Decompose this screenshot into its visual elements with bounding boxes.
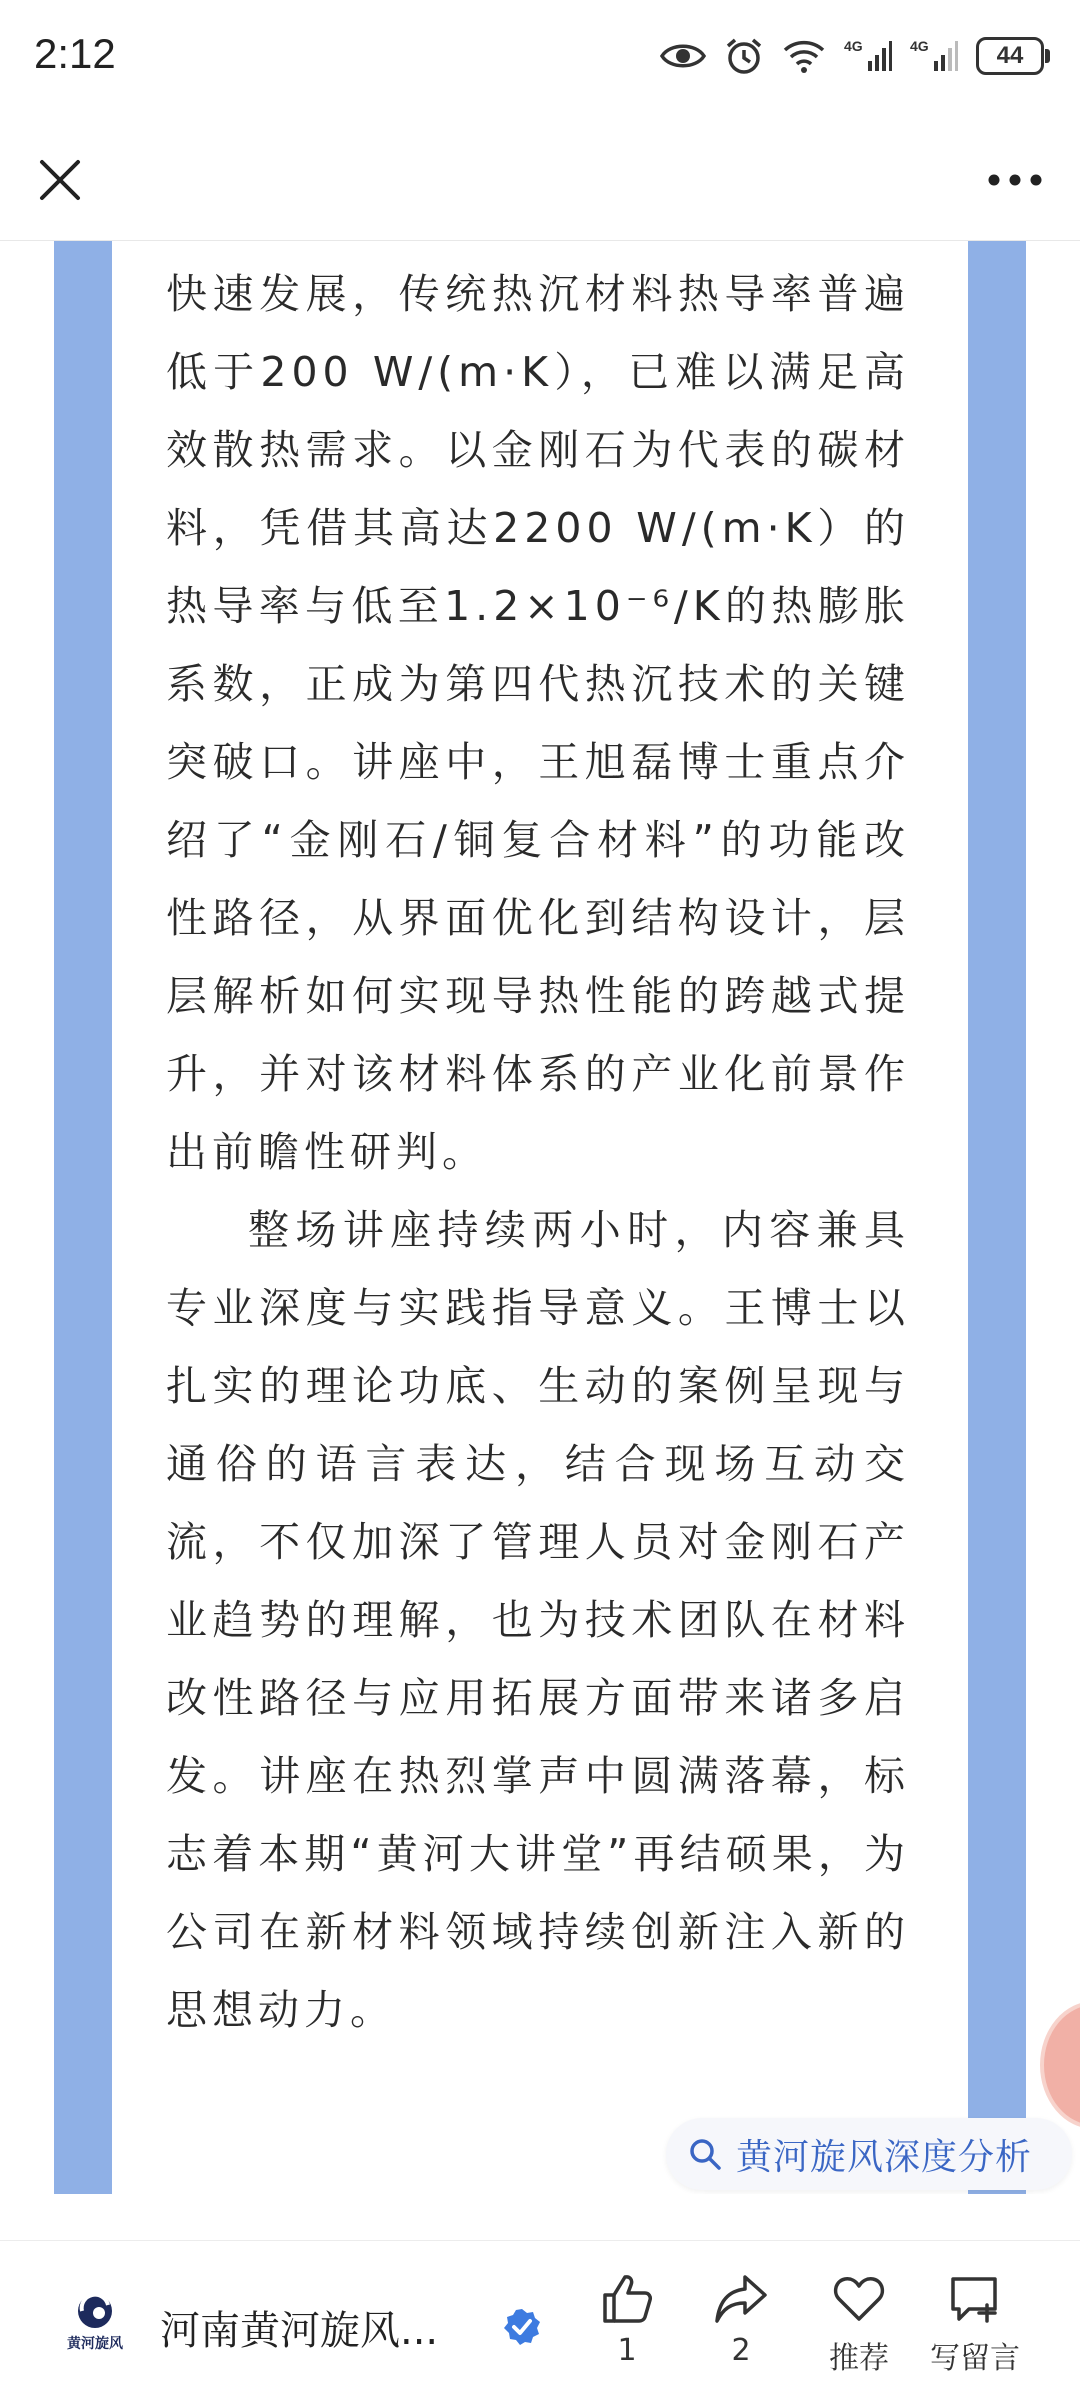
heart-icon xyxy=(831,2271,887,2327)
thumbs-up-icon xyxy=(599,2271,655,2327)
search-suggestion-pill[interactable] xyxy=(666,2118,1072,2190)
svg-text:4G: 4G xyxy=(844,38,863,54)
account-logo-text: 黄河旋风 xyxy=(67,2336,123,2352)
article-paragraph: 整场讲座持续两小时，内容兼具专业深度与实践指导意义。王博士以扎实的理论功底、生动的案例呈现与通俗的语言表达，结合现场互动交流，不仅加深了管理人员对金刚石产业趋势的理解，也为技术团队在材料改性路径与应用拓展方面带来诸多启发。讲座在热烈掌声中圆满落幕，标志着本期“黄河大讲堂”再结硕果，为公司在新材料领域持续创新注入新的思想动力。 xyxy=(166,1206,910,2034)
account-name[interactable]: 河南黄河旋风... xyxy=(160,2308,439,2354)
article-content[interactable] xyxy=(0,241,1080,2194)
like-count: 1 xyxy=(617,2333,637,2368)
article-body xyxy=(166,255,910,2049)
share-count: 2 xyxy=(731,2333,751,2368)
share-button[interactable] xyxy=(686,2271,796,2391)
floating-bubble[interactable] xyxy=(1040,2001,1080,2129)
recommend-label: 推荐 xyxy=(829,2341,889,2376)
account-logo-icon xyxy=(72,2291,118,2331)
search-suggestion-text: 黄河旋风深度分析 xyxy=(736,2136,1033,2178)
bottom-bar xyxy=(0,2240,1080,2401)
battery-icon: 44 xyxy=(976,37,1044,75)
account-logo[interactable] xyxy=(58,2291,132,2371)
svg-text:4G: 4G xyxy=(910,38,929,54)
alarm-icon xyxy=(724,36,764,76)
article-paragraph: 快速发展，传统热沉材料热导率普遍低于200 W/(m·K），已难以满足高效散热需求。以金刚石为代表的碳材料，凭借其高达2200 W/(m·K）的热导率与低至1.2×10⁻⁶/K的热膨胀系数，正成为第四代热沉技术的关键突破口。讲座中，王旭磊博士重点介绍了“金刚石/铜复合材料”的功能改性路径，从界面优化到结构设计，层层解析如何实现导热性能的跨越式提升，并对该材料体系的产业化前景作出前瞻性研判。 xyxy=(166,270,910,1176)
comment-label: 写留言 xyxy=(930,2341,1020,2376)
eye-icon xyxy=(660,40,706,72)
nav-bar xyxy=(0,120,1080,241)
status-icons xyxy=(660,36,1044,76)
search-icon xyxy=(688,2137,722,2171)
like-button[interactable] xyxy=(572,2271,682,2391)
write-comment-button[interactable] xyxy=(920,2271,1030,2391)
more-icon xyxy=(987,173,1043,187)
wifi-icon xyxy=(782,38,826,74)
frame-border-right xyxy=(968,241,1026,2194)
frame-border-left xyxy=(54,241,112,2194)
recommend-button[interactable] xyxy=(804,2271,914,2391)
status-bar xyxy=(0,0,1080,120)
more-button[interactable] xyxy=(980,148,1050,212)
close-icon xyxy=(38,158,82,202)
close-button[interactable] xyxy=(28,148,92,212)
comment-add-icon xyxy=(947,2271,1003,2327)
signal-4g-icon xyxy=(844,37,892,75)
share-icon xyxy=(713,2271,769,2327)
verified-badge-icon xyxy=(502,2307,542,2347)
status-time: 2:12 xyxy=(34,30,116,77)
signal-4g-icon xyxy=(910,37,958,75)
